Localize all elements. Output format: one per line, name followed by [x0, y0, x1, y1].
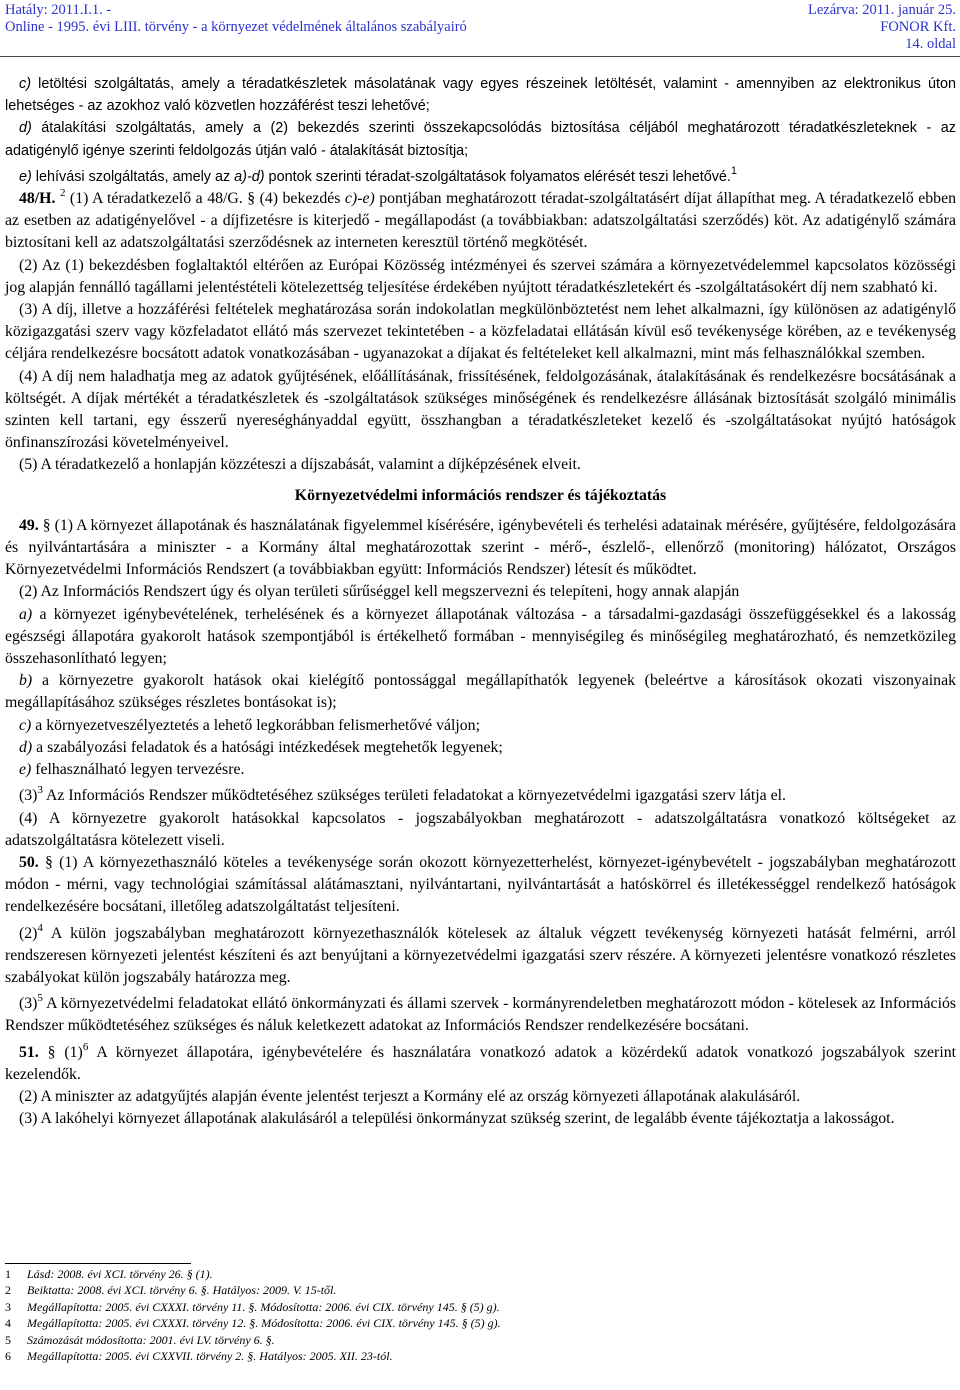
- section-51-3: (3) A lakóhelyi környezet állapotának alakulásáról a települési önkormányzat szükség szerint, de legalább évente tájékoztatja a lakosságot.: [19, 1110, 895, 1128]
- footnote-divider: [5, 1263, 191, 1264]
- footnote-item: 4 Megállapította: 2005. évi CXXXI. törvény 12. §. Módosította: 2006. évi CIX. törvény 145. § (5) g).: [5, 1316, 501, 1331]
- section-49-2a: a) a környezet igénybevételének, terhelésének és a környezet állapotának változása - a társadalmi-gazdasági összefüggésekkel és a lakosság egészségi állapotára gyakorolt hatások szempontjából is értékelhető formában - mennyiségileg és minőségileg meghatározható, és nemzetközileg összehasonlítható legyen;: [5, 605, 956, 668]
- footnote-ref-2[interactable]: 2: [59, 187, 66, 200]
- section-49-4: (4) A környezetre gyakorolt hatásokkal kapcsolatos - jogszabályokban meghatározott - adatszolgáltatásra vonatkozó költségeket az adatszolgáltatásra kötelezett viseli.: [5, 809, 956, 849]
- section-49-2e: e) felhasználható legyen tervezésre.: [19, 761, 245, 779]
- section-49-2d: d) a szabályozási feladatok és a hatósági intézkedések megtehetők legyenek;: [19, 738, 503, 756]
- section-49-3: $(3)^3$ Az Információs Rendszer működtetéséhez szükséges területi feladatokat a környezetvédelmi igazgatási szerv látja el.: [19, 784, 786, 805]
- footnote-item: 5 Számozását módosította: 2001. évi LV. törvény 6. §.: [5, 1332, 275, 1347]
- header-closed-date: Lezárva: 2011. január 25.: [807, 2, 956, 18]
- footnote-ref-3[interactable]: 3: [37, 784, 43, 797]
- section-49-1: 49. § (1) A környezet állapotának és használatának figyelemmel kísérésére, igénybevételi és terhelési adatainak mérésére, gyűjtésére, feldolgozására és nyilvántartására a miniszter - a Kormány által meghatározottak szerint - mérő-, észlelő-, ellenőrző (monitoring) hálózatot, Országos Környezetvédelmi Információs Rendszert (a továbbiakban együtt: Információs Rendszer) létesít és működtet.: [5, 516, 956, 579]
- footnote-ref-6[interactable]: 6: [82, 1040, 89, 1053]
- document-body: [5, 73, 956, 1130]
- page-header-left: [5, 2, 467, 36]
- section-49-2c: c) a környezetveszélyeztetés a lehető legkorábban felismerhetővé váljon;: [19, 716, 480, 734]
- section-51-1: 51. § $(1)^6$ A környezet állapotára, igénybevételére és használatára vonatkozó adatok a közérdekű adatok vonatkozó jogszabályok szerint kezelendők.: [5, 1040, 956, 1083]
- section-number: 51.: [19, 1043, 39, 1061]
- footnote-item: 3 Megállapította: 2005. évi CXXXI. törvény 11. §. Módosította: 2006. évi CIX. törvény 145. § (5) g).: [5, 1299, 500, 1314]
- header-divider: [0, 56, 960, 57]
- paragraph-48g-c: c) letöltési szolgáltatás, amely a téradatkészletek másolatának vagy egyes részeinek letöltését, valamint - amennyiben az elektronikus úton lehetséges - az azokhoz való közvetlen hozzáférést teszi lehetővé;: [5, 76, 956, 115]
- paragraph-48g-e: e) lehívási szolgáltatás, amely az a)-d) pontok szerinti téradat-szolgáltatások folyamatos elérését teszi lehetővé.$^1$: [19, 164, 738, 185]
- section-48h-2: (2) Az (1) bekezdésben foglaltaktól eltérően az Európai Közösség intézményei és szervei számára a környezetvédelemmel kapcsolatos közösségi jog alapján fennálló tagállami jelentéstételi kötelezettség teljesítése érdekében nyújtott téradatkészletekért és -szolgáltatásokért díj nem szabható ki.: [5, 256, 956, 296]
- footnote-ref-4[interactable]: 4: [37, 921, 43, 934]
- footnote-item: 2 Beiktatta: 2008. évi XCI. törvény 6. §. Hatályos: 2009. V. 15-től.: [5, 1283, 337, 1298]
- footnotes: [5, 1266, 765, 1364]
- footnote-ref-5[interactable]: 5: [37, 992, 43, 1005]
- section-48h-1: 48/H. $^2$ (1) A téradatkezelő a 48/G. § (4) bekezdés c)-e) pontjában meghatározott téradat-szolgáltatásért díjat állapíthat meg. A téradatkezelő ebben az esetben az adatigényelővel - a díjfizetésre is kiterjedő - megállapodást (a továbbiakban: adatszolgáltatási szerződés) köt. Az adatigénylő számára biztosítani kell az adatszolgáltatási szerződésnek az interneten keresztül történő megkötését.: [5, 187, 956, 252]
- section-number: 50.: [19, 853, 39, 871]
- footnote-item: 6 Megállapította: 2005. évi CXXVII. törvény 2. §. Hatályos: 2005. XII. 23-tól.: [5, 1349, 393, 1364]
- section-48h-4: (4) A díj nem haladhatja meg az adatok gyűjtésének, előállításának, frissítésének, feldolgozásának, átalakításának és rendelkezésre bocsátásának a költségét. A díjak mértékét a téradatkészletek és -szolgáltatások szükséges minőségének és rendelkezésre állásának biztosítását szolgáló minimális szinten kell tartani, egy ésszerű nyereséghányaddal együtt, összhangban a téradatkészleteket kezelő és -szolgáltatásokat nyújtó hatóságok önfinanszírozási követelményeivel.: [5, 367, 956, 452]
- header-document-title: Online - 1995. évi LIII. törvény - a környezet védelmének általános szabályairó: [5, 19, 467, 35]
- header-publisher: FONOR Kft.: [880, 19, 956, 35]
- section-49-2b: b) a környezetre gyakorolt hatások okai kielégítő pontossággal megállapíthatók legyenek (beleértve a károsítások okozati viszonyainak megállapításához szükséges részletes bontásokat is);: [5, 672, 956, 712]
- section-51-2: (2) A miniszter az adatgyűjtés alapján évente jelentést terjeszt a Kormány elé az ország környezeti állapotának alakulásáról.: [19, 1087, 801, 1105]
- footnote-item: 1 Lásd: 2008. évi XCI. törvény 26. § (1).: [5, 1267, 213, 1281]
- page-header-right: [808, 2, 956, 53]
- chapter-title: Környezetvédelmi információs rendszer és tájékoztatás: [294, 486, 667, 504]
- section-50-2: $(2)^4$ A külön jogszabályban meghatározott környezethasználók kötelesek az általuk végzett tevékenység környezeti hatását felmérni, arról rendszeresen környezeti jelentést készíteni és azt benyújtani a környezetvédelmi igazgatási szerv részére. A környezeti jelentésre vonatkozó részletes szabályokat külön jogszabály határozza meg.: [5, 921, 956, 986]
- header-effective-date: Hatály: 2011.I.1. -: [5, 2, 112, 18]
- header-page-number: 14. oldal: [905, 36, 956, 52]
- section-number: 48/H.: [19, 190, 56, 208]
- section-50-1: 50. § (1) A környezethasználó köteles a tevékenysége során okozott környezetterhelést, környezet-igénybevételt - jogszabályban meghatározott módon - mérni, vagy technológiai számítással alátámasztani, nyilvántartani, nyilvántartását a hatóskörrel és illetékességgel rendelkező hatóságok rendelkezésére bocsátani, illetőleg adatszolgáltatást teljesíteni.: [5, 853, 956, 916]
- section-48h-5: (5) A téradatkezelő a honlapján közzéteszi a díjszabását, valamint a díjképzésének elveit.: [19, 456, 581, 474]
- footnote-ref-1[interactable]: 1: [730, 164, 738, 177]
- section-49-2: (2) Az Információs Rendszert úgy és olyan területi sűrűséggel kell megszervezni és telepíteni, hogy annak alapján: [19, 583, 740, 601]
- paragraph-48g-d: d) átalakítási szolgáltatás, amely a (2) bekezdés szerinti összekapcsolódás biztosítása céljából meghatározott téradatkészleteknek - az adatigénylő igénye szerinti feldolgozás útján való - átalakítását biztosítja;: [5, 120, 956, 159]
- section-number: 49.: [19, 516, 39, 534]
- section-50-3: $(3)^5$ A környezetvédelmi feladatokat ellátó önkormányzati és állami szervek - kormányrendeletben meghatározott módon - kötelesek az Információs Rendszer működtetéséhez szükséges és náluk keletkezett adatokat az Információs Rendszer rendelkezésére bocsátani.: [5, 992, 956, 1035]
- section-48h-3: (3) A díj, illetve a hozzáférési feltételek meghatározása során indokolatlan megkülönböztetést nem lehet alkalmazni, így különösen az adatigénylő közigazgatási szerv vagy közfeladatot ellátó más szervezet tekintetében - a közfeladatai ellátásán kívül eső tevékenysége körében, az e tevékenység céljára rendelkezésre bocsátott adatok vonatkozásában - ugyanazokat a díjakat és feltételeket kell alkalmazni, mint más felhasználókkal szemben.: [5, 301, 956, 363]
